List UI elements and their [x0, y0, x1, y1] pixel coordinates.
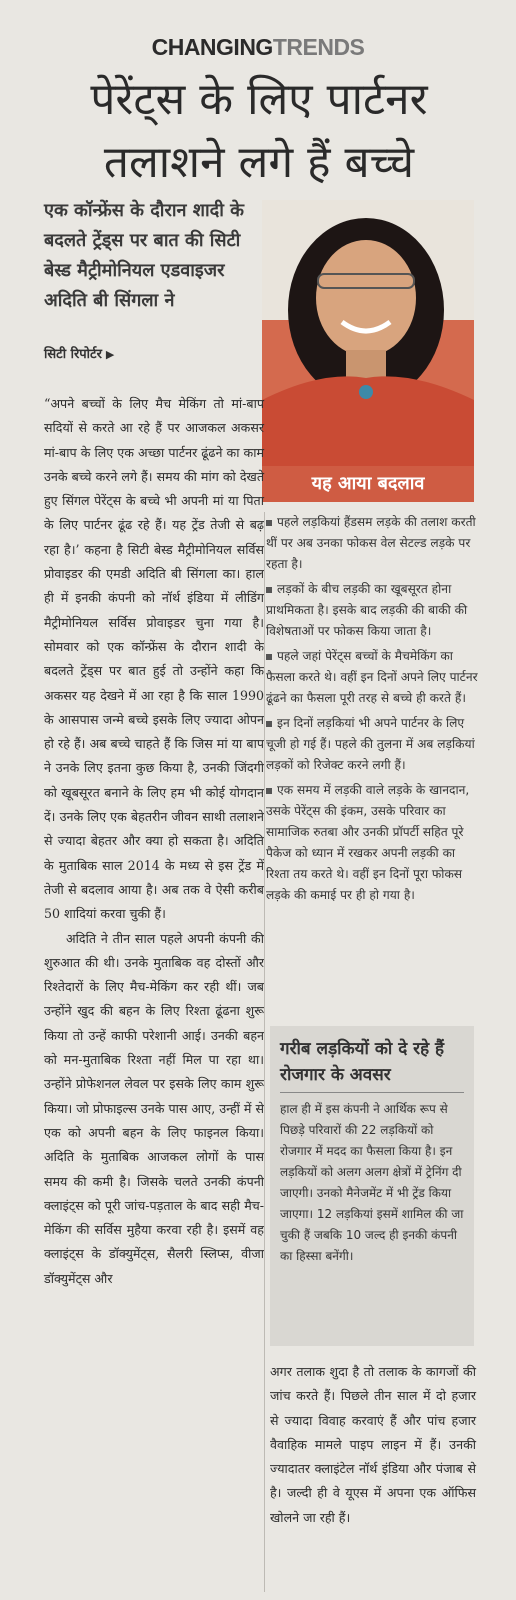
changes-sidebar	[266, 512, 478, 910]
employment-box	[270, 1026, 474, 1346]
byline	[44, 344, 264, 362]
bullet-square-icon	[266, 520, 272, 526]
body-paragraph-1: “अपने बच्चों के लिए मैच मेकिंग तो मां-बाप सदियों से करते आ रहे हैं पर आजकल अकसर मां-बाप के लिए एक अच्छा पार्टनर ढूंढने का काम उनके बच्चे करने लगे हैं। समय की मांग को देखते हुए सिंगल पेरेंट्स के बच्चे भी अपनी मां या पिता के लिए पार्टनर ढूंढ रहे हैं। यह ट्रेंड तेजी से बढ़ रहा है।’ कहना है सिटी बेस्ड मैट्रीमोनियल सर्विस प्रोवाइडर की एमडी अदिति बी सिंगला का। हाल ही में इनकी कंपनी को नॉर्थ इंडिया में लीडिंग मैट्रीमोनियल सर्विस प्रोवाइडर चुना गया है। सोमवार को एक कॉन्फ्रेंस के दौरान शादी के बदलते ट्रेंड्स पर बात हुई तो उन्होंने कहा कि अकसर यह देखने में आ रहा है कि साल 1990 के आसपास जन्मे बच्चे इसके लिए ज्यादा ओपन हो रहे हैं। अब बच्चे चाहते हैं कि जिस मां या बाप ने उनके लिए इतना कुछ किया है, उनकी जिंदगी को खूबसूरत बनाने के लिए हम भी कोई योगदान दें। उनके लिए एक बेहतरीन जीवन साथी तलाशने से ज्यादा बेहतर और क्या हो सकता है। अदिति के मुताबिक साल 2014 के मध्य से इस ट्रेंड में तेजी से बदलाव आया है। अब तक वे ऐसी करीब 50 शादियां करवा चुकी हैं।	[44, 396, 264, 922]
standfirst: एक कॉन्फ्रेंस के दौरान शादी के बदलते ट्रेंड्स पर बात की सिटी बेस्ड मैट्रीमोनियल एडवाइजर अदिति बी सिंगला ने	[44, 200, 244, 311]
bullet-square-icon	[266, 721, 272, 727]
box-body: हाल ही में इस कंपनी ने आर्थिक रूप से पिछड़े परिवारों की 22 लड़कियों को रोजगार में मदद का फैसला किया है। इन लड़कियों को अलग अलग क्षेत्रों में ट्रेनिंग दी जाएगी। उनको मैनेजमेंट में भी ट्रेंड किया जाएगा। 12 लड़कियां इसमें शामिल की जा चुकी हैं जबकि 10 जल्द ही इनकी कंपनी का हिस्सा बनेंगी।	[280, 1102, 464, 1263]
article-body-right: अगर तलाक शुदा है तो तलाक के कागजों की जांच करते हैं। पिछले तीन साल में दो हजार से ज्यादा विवाह करवाएं हैं और पांच हजार वैवाहिक मामले पाइप लाइन में हैं। उनकी ज्यादातर क्लाइंटेल नॉर्थ इंडिया और पंजाब से है। जल्दी ही वे यूएस में अपना एक ऑफिस खोलने जा रही हैं।	[270, 1364, 476, 1525]
sidebar-bullet: पहले लड़कियां हैंडसम लड़के की तलाश करती थीं पर अब उनका फोकस वेल सेटल्ड लड़के पर रहता है।	[266, 515, 476, 571]
play-arrow-icon: ▶	[105, 348, 115, 361]
sidebar-bullet: पहले जहां पेरेंट्स बच्चों के मैचमेकिंग का फैसला करते थे। वहीं इन दिनों अपने लिए पार्टनर ढूंढने का फैसला पूरी तरह से बच्चे ही करते हैं।	[266, 649, 478, 705]
body-paragraph-2: अदिति ने तीन साल पहले अपनी कंपनी की शुरुआत की थी। उनके मुताबिक वह दोस्तों और रिश्तेदारों के लिए मैच-मेकिंग कर रही थीं। जब उन्होंने खुद की बहन के लिए रिश्ता ढूंढना शुरू किया तो उन्हें काफी परेशानी आई। उनकी बहन को मन-मुताबिक रिश्ता नहीं मिल पा रहा था। उन्होंने प्रोफेशनल लेवल पर इसके लिए काम शुरू किया। जो प्रोफाइल्स उनके पास आए, उन्हीं में से एक को अपनी बहन के लिए फाइनल किया। अदिति के मुताबिक आजकल लोगों के पास समय की कमी है। जिसके चलते उनकी कंपनी क्लाइंट्स को पूरी जांच-पड़ताल के बाद सही मैच-मेकिंग की सर्विस मुहैया करवा रही है। इसमें वह क्लाइंट्स के डॉक्युमेंट्स, सैलरी स्लिप्स, वीजा डॉक्युमेंट्स और	[44, 930, 264, 1286]
bullet-square-icon	[266, 587, 272, 593]
article-body-left	[44, 392, 264, 1291]
portrait-illustration	[262, 200, 474, 466]
headline-line-2: तलाशने लगे हैं बच्चे	[103, 137, 415, 188]
portrait-photo	[262, 200, 474, 466]
bullet-square-icon	[266, 654, 272, 660]
headline-line-1: पेरेंट्स के लिए पार्टनर	[90, 74, 428, 125]
photo-caption: यह आया बदलाव	[262, 466, 474, 502]
sidebar-bullet: एक समय में लड़की वाले लड़के के खानदान, उसके पेरेंट्स की इंकम, उसके परिवार का सामाजिक रुतबा और उनकी प्रॉपर्टी सहित पूरे पैकेज को ध्यान में रखकर अपनी लड़की का रिश्ता तय करते थे। वहीं इन दिनों पूरा फोकस लड़के की कमाई पर ही हो गया है।	[266, 783, 470, 902]
sidebar-bullet: लड़कों के बीच लड़की का खूबसूरत होना प्राथमिकता है। इसके बाद लड़की की बाकी की विशेषताओं पर फोकस किया जाता है।	[266, 582, 468, 638]
section-kicker	[0, 34, 516, 61]
byline-text: सिटी रिपोर्टर	[44, 347, 102, 362]
column-divider	[264, 512, 265, 1592]
box-title: गरीब लड़कियों को दे रहे हैं रोजगार के अवसर	[280, 1036, 464, 1093]
bullet-square-icon	[266, 788, 272, 794]
sidebar-bullet: इन दिनों लड़कियां भी अपने पार्टनर के लिए चूजी हो गई हैं। पहले की तुलना में अब लड़कियां लड़कों को रिजेक्ट करने लगी हैं।	[266, 716, 475, 772]
kicker-trends: TRENDS	[272, 34, 365, 60]
kicker-changing: CHANGING	[151, 34, 273, 60]
